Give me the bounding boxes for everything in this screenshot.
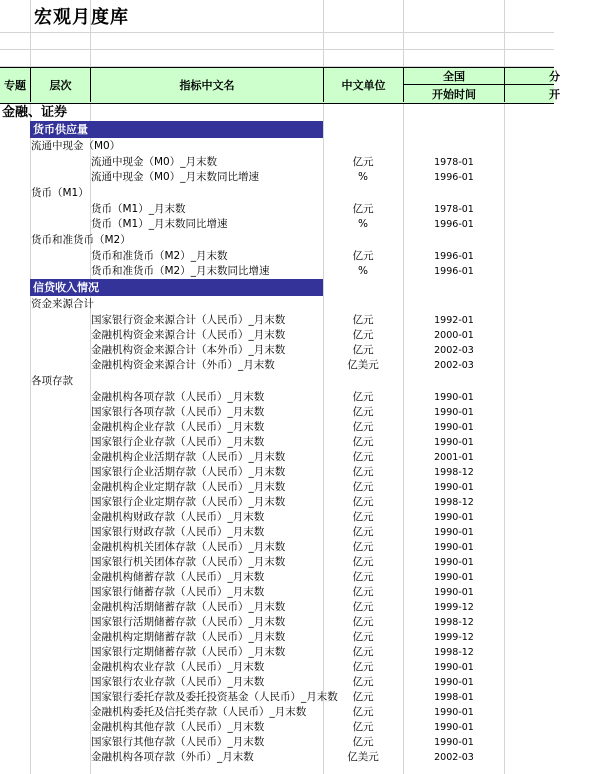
indicator-name[interactable]: 金融机构企业存款（人民币）_月末数: [91, 421, 265, 433]
table-row[interactable]: [0, 750, 554, 765]
indicator-name[interactable]: 国家银行其他存款（人民币）_月末数: [91, 736, 265, 748]
indicator-name[interactable]: 金融机构财政存款（人民币）_月末数: [91, 511, 265, 523]
indicator-name[interactable]: 金融机构机关团体存款（人民币）_月末数: [91, 541, 286, 553]
indicator-name[interactable]: 国家银行储蓄存款（人民币）_月末数: [91, 586, 265, 598]
start-time-cell[interactable]: 1998-12: [434, 647, 474, 658]
unit-cell[interactable]: 亿元: [352, 511, 374, 523]
start-time-cell[interactable]: 1999-12: [434, 602, 474, 613]
indicator-name[interactable]: 国家银行企业定期存款（人民币）_月末数: [91, 496, 286, 508]
table-row[interactable]: [0, 465, 554, 480]
table-row[interactable]: [0, 420, 554, 435]
table-row[interactable]: [0, 615, 554, 630]
indicator-name[interactable]: 国家银行活期储蓄存款（人民币）_月末数: [91, 616, 286, 628]
start-time-cell[interactable]: 1996-01: [434, 172, 474, 183]
unit-cell[interactable]: 亿元: [352, 601, 374, 613]
unit-cell[interactable]: 亿元: [352, 526, 374, 538]
table-row[interactable]: [0, 690, 554, 705]
table-row[interactable]: [0, 555, 554, 570]
start-time-cell[interactable]: 1990-01: [434, 722, 474, 733]
indicator-name[interactable]: 金融机构委托及信托类存款（人民币）_月末数: [91, 706, 307, 718]
start-time-cell[interactable]: 1990-01: [434, 572, 474, 583]
indicator-name[interactable]: 金融机构资金来源合计（外币）_月末数: [91, 359, 275, 371]
unit-cell[interactable]: 亿元: [352, 661, 374, 673]
indicator-name[interactable]: 国家银行委托存款及委托投资基金（人民币）_月末数: [91, 691, 338, 703]
unit-cell[interactable]: 亿美元: [347, 359, 379, 371]
group-label[interactable]: 各项存款: [31, 375, 73, 387]
start-time-cell[interactable]: 2002-03: [434, 752, 474, 763]
table-row[interactable]: [0, 328, 554, 343]
unit-cell[interactable]: 亿元: [352, 676, 374, 688]
unit-cell[interactable]: 亿元: [352, 314, 374, 326]
table-row[interactable]: [0, 480, 554, 495]
start-time-cell[interactable]: 1978-01: [434, 204, 474, 215]
indicator-name[interactable]: 流通中现金（M0）_月末数同比增速: [91, 171, 259, 183]
indicator-name[interactable]: 流通中现金（M0）_月末数: [91, 156, 217, 168]
indicator-name[interactable]: 货币（M1）_月末数同比增速: [91, 218, 228, 230]
group-label[interactable]: 流通中现金（M0）: [31, 140, 121, 152]
unit-cell[interactable]: 亿元: [352, 496, 374, 508]
unit-cell[interactable]: 亿元: [352, 466, 374, 478]
start-time-cell[interactable]: 1998-12: [434, 467, 474, 478]
unit-cell[interactable]: 亿元: [352, 329, 374, 341]
start-time-cell[interactable]: 1990-01: [434, 677, 474, 688]
table-row[interactable]: [0, 630, 554, 645]
table-row[interactable]: [0, 660, 554, 675]
indicator-name[interactable]: 国家银行财政存款（人民币）_月末数: [91, 526, 265, 538]
start-time-cell[interactable]: 1990-01: [434, 422, 474, 433]
table-row[interactable]: [0, 495, 554, 510]
header-next-top[interactable]: 分: [504, 67, 604, 84]
unit-cell[interactable]: 亿元: [352, 203, 374, 215]
indicator-name[interactable]: 国家银行企业活期存款（人民币）_月末数: [91, 466, 286, 478]
indicator-name[interactable]: 货币和准货币（M2）_月末数同比增速: [91, 265, 270, 277]
row-divider: [0, 32, 554, 33]
table-row[interactable]: [0, 358, 554, 373]
start-time-cell[interactable]: 1990-01: [434, 662, 474, 673]
category-header[interactable]: 信贷收入情况: [30, 279, 323, 296]
table-row[interactable]: [0, 675, 554, 690]
unit-cell[interactable]: %: [358, 218, 368, 230]
table-row[interactable]: [0, 435, 554, 450]
unit-cell[interactable]: 亿元: [352, 646, 374, 658]
indicator-name[interactable]: 金融机构农业存款（人民币）_月末数: [91, 661, 265, 673]
table-row[interactable]: [0, 217, 554, 232]
start-time-cell[interactable]: 1990-01: [434, 407, 474, 418]
start-time-cell[interactable]: 1998-12: [434, 497, 474, 508]
unit-cell[interactable]: 亿元: [352, 344, 374, 356]
start-time-cell[interactable]: 1996-01: [434, 266, 474, 277]
table-row[interactable]: [0, 343, 554, 358]
header-unit[interactable]: 中文单位: [323, 67, 403, 102]
table-row[interactable]: [0, 510, 554, 525]
table-row[interactable]: [0, 600, 554, 615]
unit-cell[interactable]: 亿元: [352, 451, 374, 463]
start-time-cell[interactable]: 1990-01: [434, 707, 474, 718]
start-time-cell[interactable]: 1998-12: [434, 617, 474, 628]
start-time-cell[interactable]: 1992-01: [434, 315, 474, 326]
start-time-cell[interactable]: 1990-01: [434, 392, 474, 403]
unit-cell[interactable]: %: [358, 171, 368, 183]
table-row[interactable]: [0, 390, 554, 405]
indicator-name[interactable]: 国家银行定期储蓄存款（人民币）_月末数: [91, 646, 286, 658]
unit-cell[interactable]: 亿元: [352, 691, 374, 703]
table-row[interactable]: [0, 720, 554, 735]
indicator-name[interactable]: 国家银行机关团体存款（人民币）_月末数: [91, 556, 286, 568]
table-row[interactable]: [0, 450, 554, 465]
table-row[interactable]: [0, 155, 554, 170]
indicator-name[interactable]: 国家银行资金来源合计（人民币）_月末数: [91, 314, 286, 326]
group-label[interactable]: 货币和准货币（M2）: [31, 234, 131, 246]
indicator-name[interactable]: 金融机构储蓄存款（人民币）_月末数: [91, 571, 265, 583]
unit-cell[interactable]: 亿元: [352, 436, 374, 448]
header-name[interactable]: 指标中文名: [90, 67, 323, 102]
start-time-cell[interactable]: 1978-01: [434, 157, 474, 168]
unit-cell[interactable]: 亿元: [352, 541, 374, 553]
table-row[interactable]: [0, 405, 554, 420]
table-row[interactable]: [0, 705, 554, 720]
start-time-cell[interactable]: 1990-01: [434, 587, 474, 598]
unit-cell[interactable]: 亿元: [352, 586, 374, 598]
unit-cell[interactable]: 亿元: [352, 571, 374, 583]
unit-cell[interactable]: 亿元: [352, 556, 374, 568]
indicator-name[interactable]: 金融机构企业活期存款（人民币）_月末数: [91, 451, 286, 463]
table-row[interactable]: [0, 202, 554, 217]
unit-cell[interactable]: 亿元: [352, 616, 374, 628]
indicator-name[interactable]: 金融机构资金来源合计（本外币）_月末数: [91, 344, 286, 356]
unit-cell[interactable]: 亿元: [352, 250, 374, 262]
header-level[interactable]: 层次: [30, 67, 90, 102]
indicator-name[interactable]: 金融机构企业定期存款（人民币）_月末数: [91, 481, 286, 493]
header-national[interactable]: 全国: [403, 67, 504, 84]
indicator-name[interactable]: 金融机构各项存款（外币）_月末数: [91, 751, 254, 763]
start-time-cell[interactable]: 1996-01: [434, 219, 474, 230]
start-time-cell[interactable]: 1996-01: [434, 251, 474, 262]
indicator-name[interactable]: 国家银行农业存款（人民币）_月末数: [91, 676, 265, 688]
unit-cell[interactable]: %: [358, 265, 368, 277]
indicator-name[interactable]: 国家银行各项存款（人民币）_月末数: [91, 406, 265, 418]
unit-cell[interactable]: 亿元: [352, 481, 374, 493]
start-time-cell[interactable]: 1990-01: [434, 527, 474, 538]
indicator-name[interactable]: 金融机构活期储蓄存款（人民币）_月末数: [91, 601, 286, 613]
start-time-cell[interactable]: 2000-01: [434, 330, 474, 341]
header-topic[interactable]: 专题: [4, 78, 26, 92]
table-row[interactable]: [0, 645, 554, 660]
table-row[interactable]: [0, 249, 554, 264]
indicator-name[interactable]: 金融机构资金来源合计（人民币）_月末数: [91, 329, 286, 341]
start-time-cell[interactable]: 2002-03: [434, 360, 474, 371]
indicator-name[interactable]: 国家银行企业存款（人民币）_月末数: [91, 436, 265, 448]
start-time-cell[interactable]: 1999-12: [434, 632, 474, 643]
indicator-name[interactable]: 金融机构定期储蓄存款（人民币）_月末数: [91, 631, 286, 643]
header-next-bottom[interactable]: 开: [504, 85, 604, 102]
page-title: 宏观月度库: [34, 7, 129, 28]
category-header[interactable]: 货币供应量: [30, 121, 323, 138]
indicator-name[interactable]: 货币（M1）_月末数: [91, 203, 186, 215]
start-time-cell[interactable]: 1990-01: [434, 512, 474, 523]
group-label[interactable]: 资金来源合计: [31, 298, 94, 310]
unit-cell[interactable]: 亿元: [352, 391, 374, 403]
unit-cell[interactable]: 亿元: [352, 421, 374, 433]
indicator-name[interactable]: 金融机构各项存款（人民币）_月末数: [91, 391, 265, 403]
start-time-cell[interactable]: 2002-03: [434, 345, 474, 356]
start-time-cell[interactable]: 1990-01: [434, 437, 474, 448]
unit-cell[interactable]: 亿元: [352, 736, 374, 748]
table-row[interactable]: [0, 264, 554, 279]
table-row[interactable]: [0, 540, 554, 555]
start-time-cell[interactable]: 1990-01: [434, 482, 474, 493]
unit-cell[interactable]: 亿元: [352, 721, 374, 733]
table-row[interactable]: [0, 735, 554, 750]
header-start-time[interactable]: 开始时间: [403, 85, 504, 102]
unit-cell[interactable]: 亿元: [352, 706, 374, 718]
table-row[interactable]: [0, 170, 554, 185]
unit-cell[interactable]: 亿美元: [347, 751, 379, 763]
unit-cell[interactable]: 亿元: [352, 156, 374, 168]
header-split-line: [403, 84, 554, 85]
indicator-name[interactable]: 货币和准货币（M2）_月末数: [91, 250, 228, 262]
indicator-name[interactable]: 金融机构其他存款（人民币）_月末数: [91, 721, 265, 733]
start-time-cell[interactable]: 1990-01: [434, 737, 474, 748]
group-label[interactable]: 货币（M1）: [31, 187, 89, 199]
table-row[interactable]: [0, 585, 554, 600]
row-divider: [0, 49, 554, 50]
section-heading: 金融、证券: [2, 105, 68, 120]
table-row[interactable]: [0, 570, 554, 585]
start-time-cell[interactable]: 2001-01: [434, 452, 474, 463]
unit-cell[interactable]: 亿元: [352, 406, 374, 418]
start-time-cell[interactable]: 1998-01: [434, 692, 474, 703]
start-time-cell[interactable]: 1990-01: [434, 557, 474, 568]
unit-cell[interactable]: 亿元: [352, 631, 374, 643]
start-time-cell[interactable]: 1990-01: [434, 542, 474, 553]
table-row[interactable]: [0, 313, 554, 328]
table-row[interactable]: [0, 525, 554, 540]
